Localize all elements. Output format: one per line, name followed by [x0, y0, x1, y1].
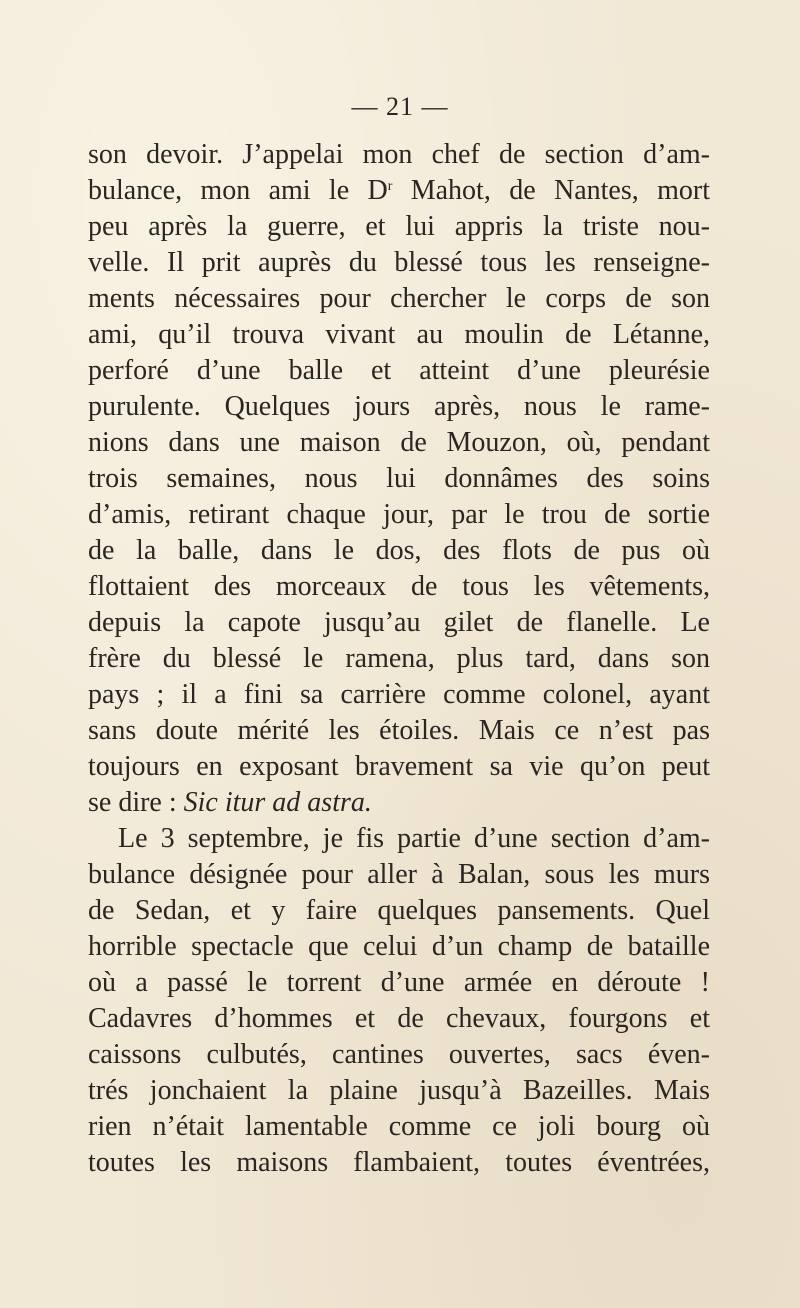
text-line: flottaient des morceaux de tous les vêtements,: [88, 571, 710, 602]
page-number: — 21 —: [351, 92, 449, 121]
text-line: bulance, mon ami le $D^r$ Mahot, de Nantes, mort: [88, 175, 710, 206]
text-line: caissons culbutés, cantines ouvertes, sacs éven-: [88, 1039, 710, 1070]
text-line: d’amis, retirant chaque jour, par le trou de sortie: [88, 499, 710, 530]
text-line: toujours en exposant bravement sa vie qu’on peut: [88, 751, 710, 782]
body-text: [88, 137, 710, 1181]
text-line: depuis la capote jusqu’au gilet de flanelle. Le: [88, 607, 710, 638]
text-line: velle. Il prit auprès du blessé tous les renseigne-: [88, 247, 710, 278]
text-line: de la balle, dans le dos, des flots de pus où: [88, 535, 710, 566]
text-line: son devoir. J’appelai mon chef de section d’am-: [88, 139, 710, 170]
text-line: rien n’était lamentable comme ce joli bourg où: [88, 1111, 710, 1142]
text-line: ami, qu’il trouva vivant au moulin de Létanne,: [88, 319, 710, 350]
latin-quote: Sic itur ad astra.: [183, 787, 372, 818]
text-line: frère du blessé le ramena, plus tard, dans son: [88, 643, 710, 674]
text-line: se dire : Sic itur ad astra.: [88, 787, 372, 818]
text-line: toutes les maisons flambaient, toutes éventrées,: [88, 1147, 710, 1178]
superscript: r: [387, 179, 393, 194]
text-line: Le 3 septembre, je fis partie d’une section d’am-: [118, 823, 710, 854]
text-line: trois semaines, nous lui donnâmes des soins: [88, 463, 710, 494]
text-line: perforé d’une balle et atteint d’une pleurésie: [88, 355, 710, 386]
text-line: bulance désignée pour aller à Balan, sous les murs: [88, 859, 710, 890]
text-line: ments nécessaires pour chercher le corps de son: [88, 283, 710, 314]
text-line: nions dans une maison de Mouzon, où, pendant: [88, 427, 710, 458]
text-line: sans doute mérité les étoiles. Mais ce n’est pas: [88, 715, 710, 746]
text-line: où a passé le torrent d’une armée en déroute !: [88, 967, 710, 998]
text-line: trés jonchaient la plaine jusqu’à Bazeilles. Mais: [88, 1075, 710, 1106]
text-line: purulente. Quelques jours après, nous le rame-: [88, 391, 710, 422]
text-line: pays ; il a fini sa carrière comme colonel, ayant: [88, 679, 710, 710]
text-line: peu après la guerre, et lui appris la triste nou-: [88, 211, 710, 242]
text-line: de Sedan, et y faire quelques pansements. Quel: [88, 895, 710, 926]
text-line: Cadavres d’hommes et de chevaux, fourgons et: [88, 1003, 710, 1034]
text-line: horrible spectacle que celui d’un champ de bataille: [88, 931, 710, 962]
